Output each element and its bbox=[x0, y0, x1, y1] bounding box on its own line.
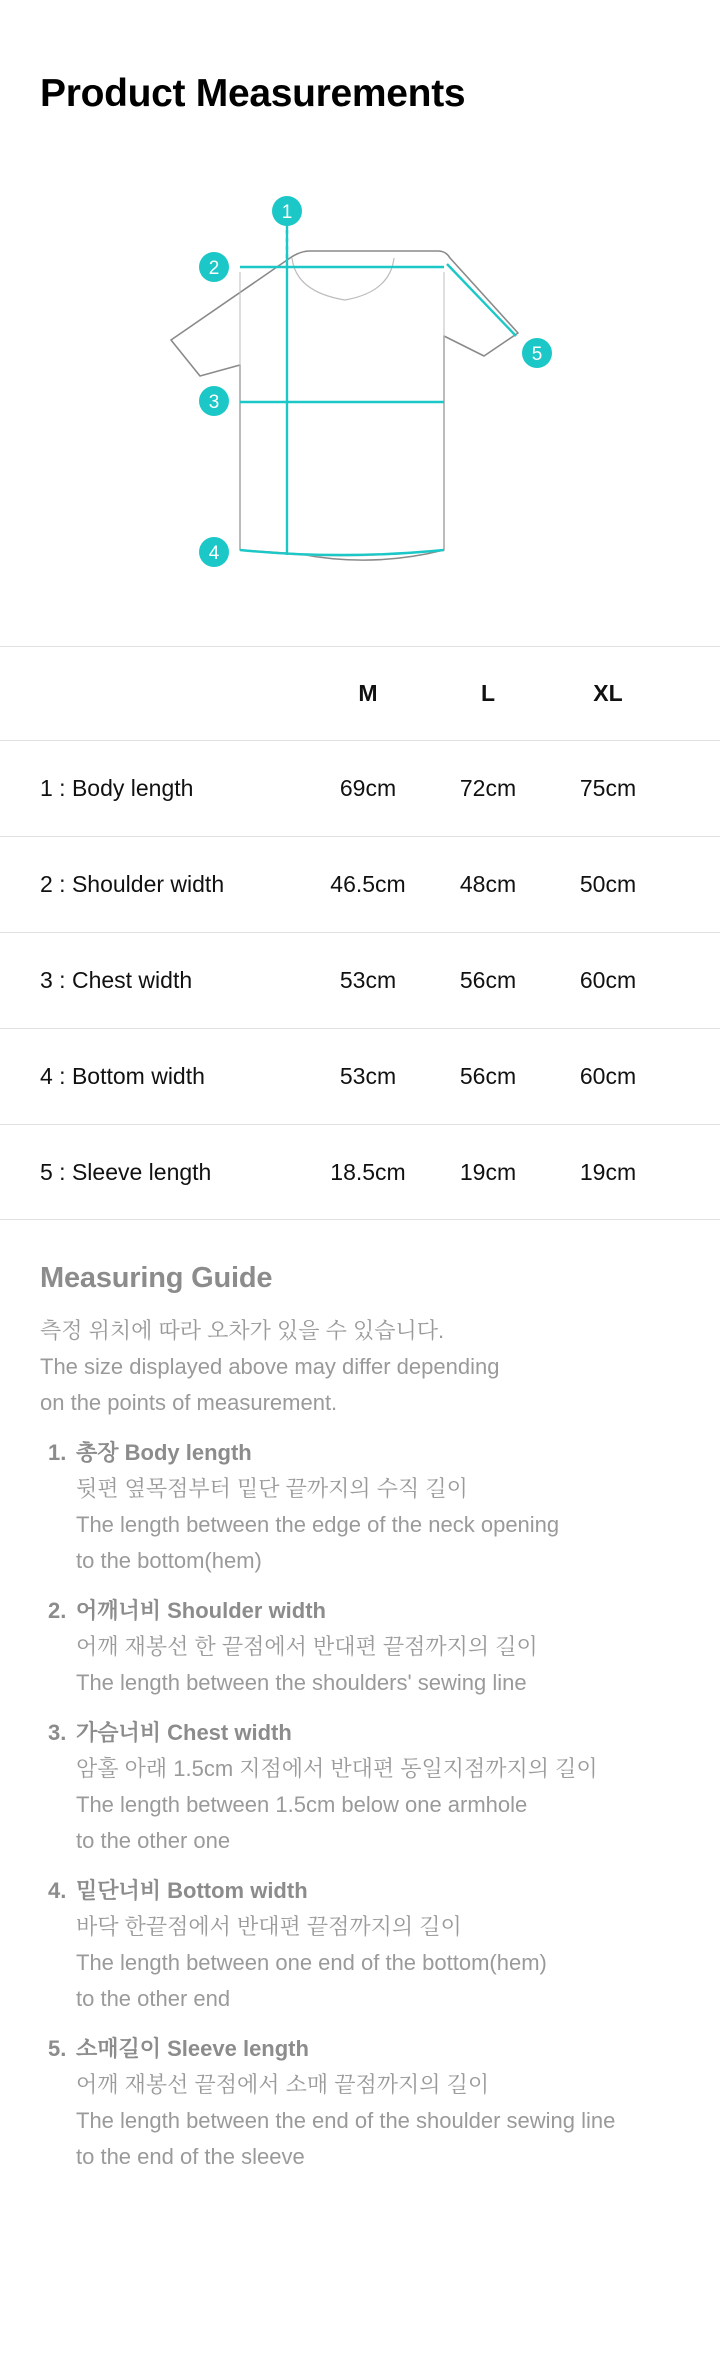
marker-5 bbox=[522, 338, 552, 368]
table-header-row bbox=[0, 646, 720, 740]
value-m: 46.5cm bbox=[330, 871, 406, 897]
value-m: 18.5cm bbox=[330, 1158, 406, 1185]
item-line: 어깨 재봉선 끝점에서 소매 끝점까지의 길이 bbox=[76, 2072, 490, 2097]
item-number: 3. bbox=[48, 1720, 67, 1745]
table-row bbox=[0, 1124, 720, 1220]
guide-intro-line: 측정 위치에 따라 오차가 있을 수 있습니다. bbox=[40, 1318, 445, 1343]
value-l: 56cm bbox=[459, 967, 517, 993]
item-line: The length between one end of the bottom(hem) bbox=[76, 1950, 547, 1975]
neck-opening bbox=[292, 258, 394, 300]
value-xl: 60cm bbox=[579, 1063, 637, 1089]
row-label: 5 : Sleeve length bbox=[40, 1158, 212, 1185]
marker-5-label: 5 bbox=[531, 344, 543, 365]
row-label: 1 : Body length bbox=[40, 775, 194, 801]
item-number: 4. bbox=[48, 1878, 67, 1903]
item-line: to the end of the sleeve bbox=[76, 2144, 305, 2169]
item-heading: 어깨너비 Shoulder width bbox=[76, 1598, 326, 1623]
row-label: 3 : Chest width bbox=[40, 967, 193, 993]
item-line: The length between the edge of the neck opening bbox=[76, 1512, 560, 1537]
value-l: 56cm bbox=[459, 1063, 517, 1089]
value-l: 72cm bbox=[459, 775, 517, 801]
guide-intro-line: on the points of measurement. bbox=[40, 1390, 338, 1415]
marker-4-label: 4 bbox=[208, 543, 220, 564]
marker-4 bbox=[199, 537, 229, 567]
guide-item bbox=[40, 2031, 700, 2175]
measuring-guide bbox=[40, 1262, 700, 2189]
item-line: The length between 1.5cm below one armhole bbox=[76, 1792, 528, 1817]
value-xl: 75cm bbox=[579, 775, 637, 801]
item-line: 뒷편 옆목점부터 밑단 끝까지의 수직 길이 bbox=[76, 1476, 468, 1501]
table-row bbox=[0, 836, 720, 932]
row-label: 2 : Shoulder width bbox=[40, 871, 225, 897]
value-l: 48cm bbox=[459, 871, 517, 897]
size-header-l: L bbox=[480, 680, 496, 706]
measurement-table bbox=[0, 646, 720, 1220]
value-m: 53cm bbox=[339, 1063, 397, 1089]
table-row bbox=[0, 932, 720, 1028]
item-number: 2. bbox=[48, 1598, 67, 1623]
marker-2-label: 2 bbox=[208, 258, 220, 279]
value-m: 53cm bbox=[339, 967, 397, 993]
value-xl: 19cm bbox=[579, 1158, 637, 1185]
item-line: to the bottom(hem) bbox=[76, 1548, 262, 1573]
item-heading: 총장 Body length bbox=[76, 1440, 252, 1465]
guide-intro-line: The size displayed above may differ depending bbox=[40, 1354, 500, 1379]
table-row bbox=[0, 1028, 720, 1124]
item-line: to the other one bbox=[76, 1828, 231, 1853]
guide-title: Measuring Guide bbox=[40, 1262, 273, 1294]
bottom-width-line bbox=[240, 550, 444, 555]
value-xl: 50cm bbox=[579, 871, 637, 897]
marker-2 bbox=[199, 252, 229, 282]
marker-1 bbox=[272, 196, 302, 226]
item-line: 어깨 재봉선 한 끝점에서 반대편 끝점까지의 길이 bbox=[76, 1634, 538, 1659]
guide-item bbox=[40, 1593, 700, 1701]
page-title: Product Measurements bbox=[40, 72, 466, 115]
item-heading: 밑단너비 Bottom width bbox=[76, 1878, 308, 1903]
marker-3 bbox=[199, 386, 229, 416]
value-xl: 60cm bbox=[579, 967, 637, 993]
item-line: to the other end bbox=[76, 1986, 231, 2011]
item-line: The length between the shoulders' sewing line bbox=[76, 1670, 527, 1695]
item-line: The length between the end of the shoulder sewing line bbox=[76, 2108, 616, 2133]
row-label: 4 : Bottom width bbox=[40, 1063, 205, 1089]
item-heading: 가슴너비 Chest width bbox=[76, 1720, 292, 1745]
guide-items bbox=[40, 1435, 700, 2175]
value-l: 19cm bbox=[459, 1158, 517, 1185]
guide-item bbox=[40, 1715, 700, 1859]
value-m: 69cm bbox=[339, 775, 397, 801]
item-heading: 소매길이 Sleeve length bbox=[76, 2036, 309, 2061]
tshirt-body bbox=[240, 272, 444, 556]
marker-1-label: 1 bbox=[281, 202, 293, 223]
item-line: 바닥 한끝점에서 반대편 끝점까지의 길이 bbox=[76, 1914, 462, 1939]
item-line: 암홀 아래 1.5cm 지점에서 반대편 동일지점까지의 길이 bbox=[76, 1756, 598, 1781]
marker-3-label: 3 bbox=[208, 392, 220, 413]
guide-item bbox=[40, 1435, 700, 1579]
size-header-xl: XL bbox=[593, 680, 623, 706]
size-header-m: M bbox=[358, 680, 378, 706]
item-number: 1. bbox=[48, 1440, 67, 1465]
tshirt-measurement-diagram bbox=[0, 180, 720, 590]
sleeve-length-line bbox=[447, 264, 516, 336]
guide-item bbox=[40, 1873, 700, 2017]
table-row bbox=[0, 740, 720, 836]
item-number: 5. bbox=[48, 2036, 67, 2061]
tshirt-diagram-svg bbox=[0, 180, 720, 590]
